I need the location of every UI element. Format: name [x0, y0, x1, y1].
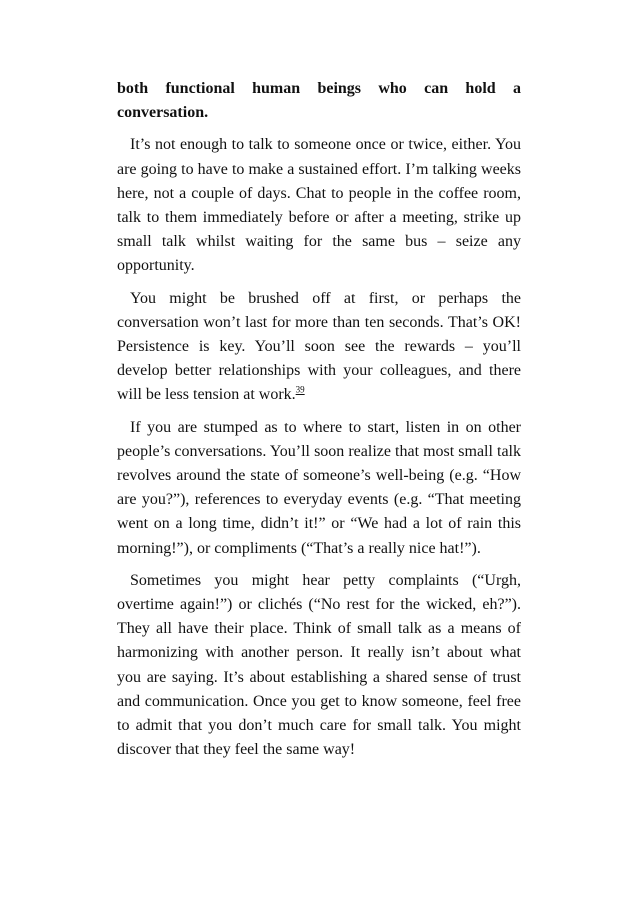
paragraph-persistence — [117, 287, 521, 408]
paragraph-persistence-text: You might be brushed off at first, or perhaps the conversation won’t last for more than ten seconds. That’s OK! Persistence is key. You’ll soon see the rewards – you’ll develop better relationships with your colleagues, and there will be less tension at work. — [117, 289, 521, 404]
footnote-reference[interactable]: 39 — [295, 385, 305, 396]
page-body — [117, 77, 521, 770]
paragraph-sustained-effort: It’s not enough to talk to someone once or twice, either. You are going to have to make a sustained effort. I’m talking weeks here, not a couple of days. Chat to people in the coffee room, talk to them immediately before or after a meeting, strike up small talk whilst waiting for the same bus – seize any opportunity. — [117, 136, 521, 275]
paragraph-listen-in: If you are stumped as to where to start, listen in on other people’s conversations. You’ll soon realize that most small talk revolves around the state of someone’s well-being (e.g. “How are you?”), references to everyday events (e.g. “That meeting went on a long time, didn’t it!” or “We had a lot of rain this morning!”), or compliments (“That’s a really nice hat!”). — [117, 418, 521, 557]
paragraph-complaints-cliches: Sometimes you might hear petty complaints (“Urgh, overtime again!”) or clichés (“No rest for the wicked, eh?”). They all have their place. Think of small talk as a means of harmonizing with another person. It really isn’t about what you are saying. It’s about establishing a shared sense of trust and communication. Once you get to know someone, feel free to admit that you don’t much care for small talk. You might discover that they feel the same way! — [117, 571, 521, 759]
paragraph-continuation: both functional human beings who can hold a conversation. — [117, 80, 521, 122]
